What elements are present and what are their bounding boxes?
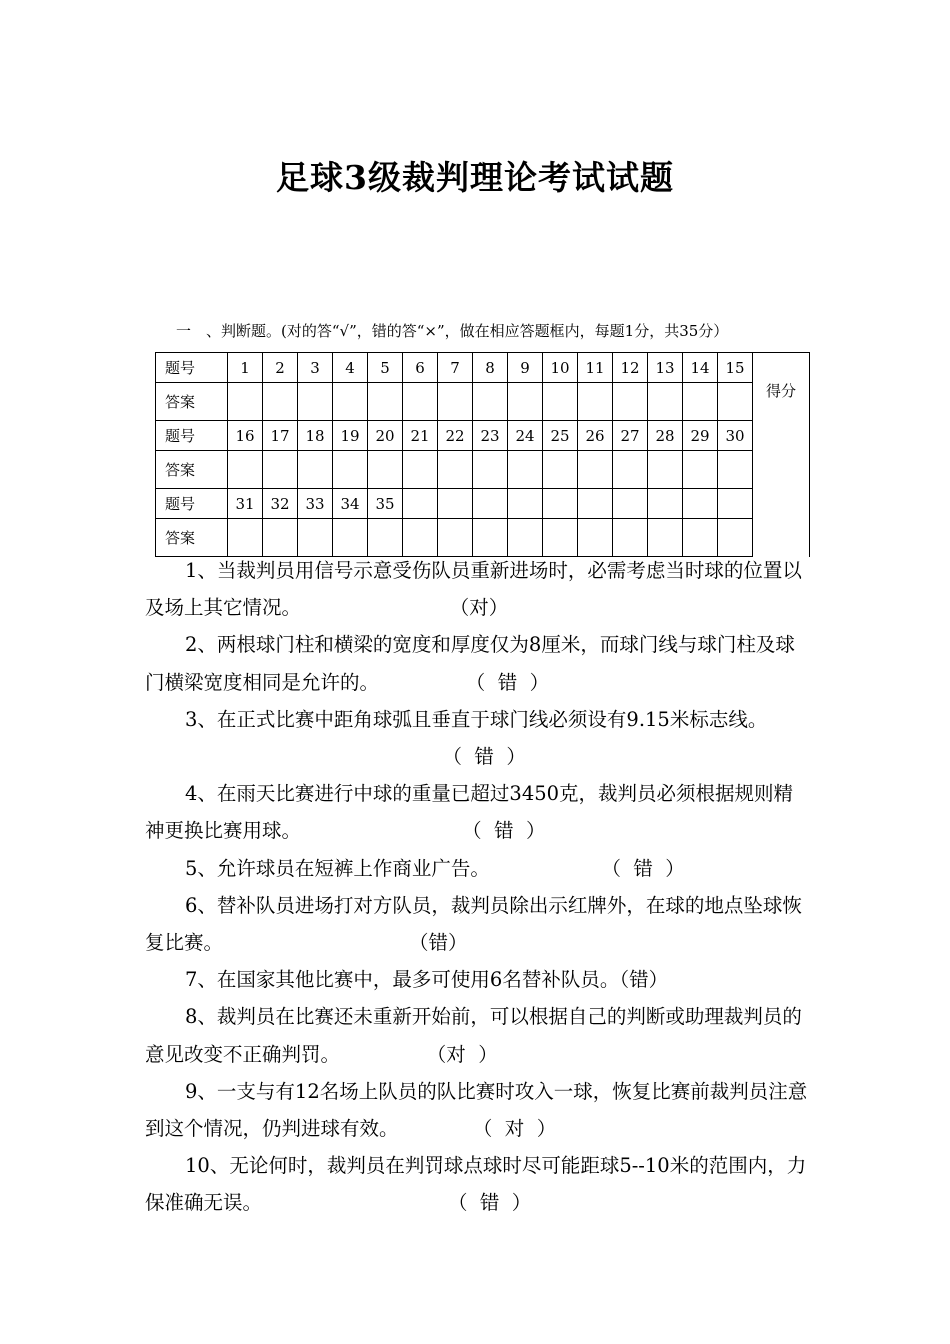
question-item bbox=[145, 998, 810, 1072]
question-text: 2、两根球门柱和横梁的宽度和厚度仅为8厘米，而球门线与球门柱及球门横梁宽度相同是允许的。 bbox=[145, 633, 795, 694]
grid-question-number bbox=[648, 489, 683, 519]
grid-question-number: 29 bbox=[683, 421, 718, 451]
question-item bbox=[145, 552, 810, 626]
grid-answer-cell[interactable] bbox=[473, 519, 508, 557]
grid-question-number bbox=[438, 489, 473, 519]
grid-question-number: 8 bbox=[473, 353, 508, 383]
grid-answer-cell[interactable] bbox=[438, 383, 473, 421]
grid-answer-cell[interactable] bbox=[263, 383, 298, 421]
grid-question-number: 6 bbox=[403, 353, 438, 383]
page-title: 足球3级裁判理论考试试题 bbox=[276, 158, 674, 197]
grid-question-number: 34 bbox=[333, 489, 368, 519]
grid-answer-cell[interactable] bbox=[298, 519, 333, 557]
grid-answer-cell[interactable] bbox=[473, 383, 508, 421]
grid-question-number: 16 bbox=[228, 421, 263, 451]
grid-answer-cell[interactable] bbox=[718, 451, 753, 489]
grid-answer-row bbox=[156, 383, 810, 421]
grid-question-number bbox=[718, 489, 753, 519]
grid-question-number: 27 bbox=[613, 421, 648, 451]
grid-question-number: 33 bbox=[298, 489, 333, 519]
grid-answer-cell[interactable] bbox=[613, 451, 648, 489]
grid-answer-cell[interactable] bbox=[228, 451, 263, 489]
grid-answer-cell[interactable] bbox=[333, 519, 368, 557]
question-text: 6、替补队员进场打对方队员，裁判员除出示红牌外，在球的地点坠球恢复比赛。 bbox=[145, 893, 802, 955]
grid-answer-cell[interactable] bbox=[578, 519, 613, 557]
grid-question-number: 5 bbox=[368, 353, 403, 383]
grid-question-number bbox=[508, 489, 543, 519]
question-item bbox=[145, 775, 810, 849]
question-text: 4、在雨天比赛进行中球的重量已超过3450克，裁判员必须根据规则精神更换比赛用球。 bbox=[145, 782, 794, 843]
question-answer: （对） bbox=[301, 596, 509, 620]
grid-question-number: 7 bbox=[438, 353, 473, 383]
question-item bbox=[145, 1147, 810, 1221]
grid-answer-cell[interactable] bbox=[368, 451, 403, 489]
grid-answer-cell[interactable] bbox=[508, 519, 543, 557]
grid-question-number: 25 bbox=[543, 421, 578, 451]
grid-answer-cell[interactable] bbox=[298, 383, 333, 421]
grid-answer-cell[interactable] bbox=[543, 383, 578, 421]
grid-question-number: 4 bbox=[333, 353, 368, 383]
question-item bbox=[145, 850, 810, 887]
grid-question-number: 18 bbox=[298, 421, 333, 451]
question-text: 5、允许球员在短裤上作商业广告。 bbox=[185, 856, 490, 880]
question-item bbox=[145, 961, 810, 998]
question-answer: （ 错 ） bbox=[301, 819, 546, 843]
section-instruction: 一 、判断题。(对的答“√”，错的答“×”，做在相应答题框内，每题1分，共35分） bbox=[176, 322, 729, 340]
grid-number-label: 题号 bbox=[156, 489, 228, 519]
grid-number-label: 题号 bbox=[156, 353, 228, 383]
grid-question-number: 3 bbox=[298, 353, 333, 383]
grid-answer-cell[interactable] bbox=[648, 519, 683, 557]
question-text: 10、无论何时，裁判员在判罚球点球时尽可能距球5--10米的范围内，力保准确无误。 bbox=[145, 1154, 807, 1215]
question-answer: （ 对 ） bbox=[398, 1117, 557, 1141]
grid-question-number: 20 bbox=[368, 421, 403, 451]
grid-answer-row bbox=[156, 451, 810, 489]
question-text: 8、裁判员在比赛还未重新开始前，可以根据自己的判断或助理裁判员的意见改变不正确判罚。 bbox=[145, 1005, 802, 1066]
grid-answer-cell[interactable] bbox=[543, 451, 578, 489]
question-answer: （ 错 ） bbox=[489, 856, 685, 880]
grid-number-row bbox=[156, 421, 810, 451]
grid-question-number: 35 bbox=[368, 489, 403, 519]
grid-answer-cell[interactable] bbox=[333, 383, 368, 421]
grid-question-number: 14 bbox=[683, 353, 718, 383]
grid-question-number: 24 bbox=[508, 421, 543, 451]
grid-answer-cell[interactable] bbox=[228, 519, 263, 557]
grid-answer-label: 答案 bbox=[156, 519, 228, 557]
question-answer: （对 ） bbox=[340, 1042, 498, 1066]
question-text: 9、一支与有12名场上队员的队比赛时攻入一球，恢复比赛前裁判员注意到这个情况，仍判进球有效。 bbox=[145, 1079, 808, 1141]
grid-answer-cell[interactable] bbox=[438, 519, 473, 557]
grid-answer-cell[interactable] bbox=[718, 519, 753, 557]
question-item bbox=[145, 701, 810, 775]
grid-question-number bbox=[578, 489, 613, 519]
grid-answer-cell[interactable] bbox=[403, 451, 438, 489]
grid-question-number: 13 bbox=[648, 353, 683, 383]
grid-answer-cell[interactable] bbox=[578, 383, 613, 421]
grid-answer-cell[interactable] bbox=[263, 451, 298, 489]
question-text: 3、在正式比赛中距角球弧且垂直于球门线必须设有9.15米标志线。 bbox=[185, 707, 768, 731]
grid-question-number: 26 bbox=[578, 421, 613, 451]
question-answer: （错） bbox=[619, 968, 669, 992]
grid-question-number: 19 bbox=[333, 421, 368, 451]
grid-question-number bbox=[613, 489, 648, 519]
grid-question-number: 31 bbox=[228, 489, 263, 519]
grid-answer-cell[interactable] bbox=[683, 383, 718, 421]
question-answer: （错） bbox=[223, 931, 468, 955]
grid-question-number bbox=[543, 489, 578, 519]
score-label: 得分 bbox=[765, 382, 796, 401]
grid-number-row bbox=[156, 353, 810, 383]
question-answer: （ 错 ） bbox=[262, 1191, 532, 1215]
score-cell bbox=[753, 353, 810, 557]
grid-question-number: 17 bbox=[263, 421, 298, 451]
question-item bbox=[145, 1073, 810, 1147]
grid-number-label: 题号 bbox=[156, 421, 228, 451]
grid-answer-cell[interactable] bbox=[508, 383, 543, 421]
grid-question-number: 30 bbox=[718, 421, 753, 451]
grid-answer-cell[interactable] bbox=[438, 451, 473, 489]
grid-question-number: 2 bbox=[263, 353, 298, 383]
grid-question-number: 12 bbox=[613, 353, 648, 383]
grid-question-number: 32 bbox=[263, 489, 298, 519]
grid-answer-label: 答案 bbox=[156, 383, 228, 421]
grid-answer-cell[interactable] bbox=[508, 451, 543, 489]
question-item bbox=[145, 887, 810, 961]
grid-question-number bbox=[403, 489, 438, 519]
grid-answer-cell[interactable] bbox=[263, 519, 298, 557]
grid-answer-cell[interactable] bbox=[473, 451, 508, 489]
grid-answer-cell[interactable] bbox=[648, 383, 683, 421]
grid-question-number: 28 bbox=[648, 421, 683, 451]
grid-answer-cell[interactable] bbox=[648, 451, 683, 489]
question-text: 1、当裁判员用信号示意受伤队员重新进场时，必需考虑当时球的位置以及场上其它情况。 bbox=[145, 559, 802, 620]
grid-answer-cell[interactable] bbox=[333, 451, 368, 489]
grid-answer-cell[interactable] bbox=[403, 519, 438, 557]
grid-question-number bbox=[683, 489, 718, 519]
grid-question-number: 1 bbox=[228, 353, 263, 383]
question-answer: （ 错 ） bbox=[145, 745, 526, 769]
grid-answer-cell[interactable] bbox=[718, 383, 753, 421]
grid-answer-cell[interactable] bbox=[543, 519, 578, 557]
grid-question-number: 10 bbox=[543, 353, 578, 383]
grid-question-number bbox=[473, 489, 508, 519]
grid-answer-cell[interactable] bbox=[683, 451, 718, 489]
question-text: 7、在国家其他比赛中，最多可使用6名替补队员。 bbox=[185, 968, 620, 992]
grid-answer-cell[interactable] bbox=[578, 451, 613, 489]
grid-answer-cell[interactable] bbox=[368, 519, 403, 557]
grid-answer-cell[interactable] bbox=[613, 519, 648, 557]
grid-answer-label: 答案 bbox=[156, 451, 228, 489]
grid-answer-cell[interactable] bbox=[683, 519, 718, 557]
grid-question-number: 23 bbox=[473, 421, 508, 451]
question-item bbox=[145, 626, 810, 700]
answer-grid-table bbox=[155, 352, 810, 557]
grid-answer-cell[interactable] bbox=[403, 383, 438, 421]
grid-question-number: 11 bbox=[578, 353, 613, 383]
grid-question-number: 9 bbox=[508, 353, 543, 383]
grid-question-number: 21 bbox=[403, 421, 438, 451]
question-list bbox=[145, 552, 810, 1222]
grid-answer-row bbox=[156, 519, 810, 557]
grid-answer-cell[interactable] bbox=[613, 383, 648, 421]
grid-answer-cell[interactable] bbox=[228, 383, 263, 421]
grid-answer-cell[interactable] bbox=[368, 383, 403, 421]
grid-question-number: 15 bbox=[718, 353, 753, 383]
grid-number-row bbox=[156, 489, 810, 519]
grid-question-number: 22 bbox=[438, 421, 473, 451]
grid-answer-cell[interactable] bbox=[298, 451, 333, 489]
question-answer: （ 错 ） bbox=[379, 670, 550, 694]
